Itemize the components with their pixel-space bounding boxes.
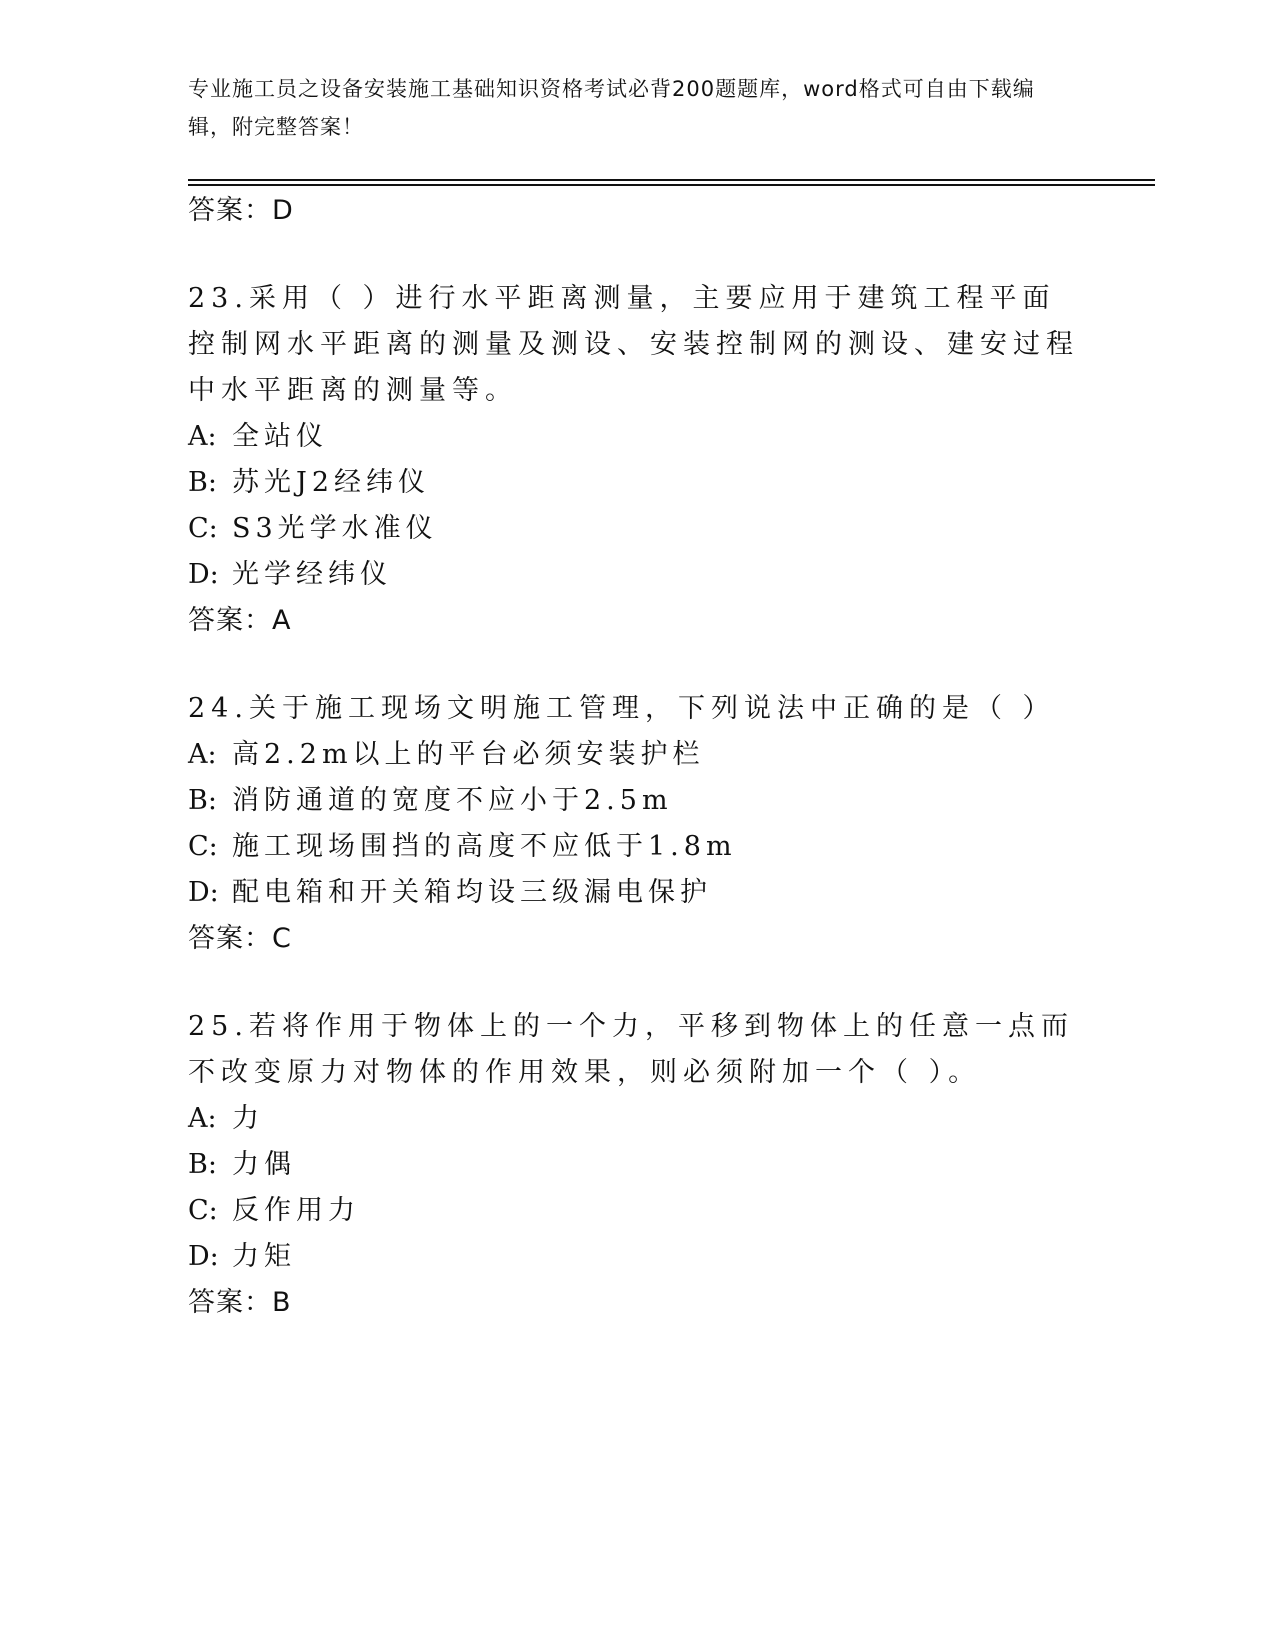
- option-label: C:: [188, 513, 218, 544]
- question-stem: 23.采用（ ）进行水平距离测量，主要应用于建筑工程平面控制网水平距离的测量及测设、安装控制网的测设、建安过程中水平距离的测量等。: [188, 283, 1079, 406]
- option-text: 反作用力: [232, 1195, 360, 1226]
- option-label: C:: [188, 831, 218, 862]
- header-divider-top: [188, 179, 1155, 181]
- option-text: 施工现场围挡的高度不应低于1.8m: [232, 831, 737, 862]
- question-23: [188, 276, 1088, 644]
- answer-line: 答案：C: [188, 923, 292, 954]
- option-text: S3光学水准仪: [232, 513, 438, 544]
- page-header: [188, 70, 1068, 146]
- previous-answer: 答案：D: [188, 195, 294, 226]
- option-label: A:: [188, 739, 217, 770]
- option-label: C:: [188, 1195, 218, 1226]
- option-label: A:: [188, 421, 217, 452]
- question-stem: 24.关于施工现场文明施工管理，下列说法中正确的是（ ）: [188, 693, 1056, 724]
- header-divider-bottom: [188, 184, 1155, 186]
- option-b: [188, 778, 1088, 824]
- option-d: [188, 870, 1088, 916]
- option-a: [188, 414, 1088, 460]
- question-25: [188, 1004, 1088, 1326]
- option-b: [188, 1142, 1088, 1188]
- option-label: D:: [188, 1241, 219, 1272]
- option-text: 力: [232, 1103, 264, 1134]
- option-a: [188, 1096, 1088, 1142]
- option-label: A:: [188, 1103, 217, 1134]
- option-b: [188, 460, 1088, 506]
- option-text: 苏光J2经纬仪: [232, 467, 431, 498]
- option-d: [188, 552, 1088, 598]
- option-text: 力矩: [232, 1241, 296, 1272]
- option-text: 光学经纬仪: [232, 559, 392, 590]
- option-label: B:: [188, 785, 217, 816]
- option-label: D:: [188, 877, 219, 908]
- option-c: [188, 1188, 1088, 1234]
- question-24: [188, 686, 1088, 962]
- option-text: 力偶: [232, 1149, 296, 1180]
- question-stem: 25.若将作用于物体上的一个力，平移到物体上的任意一点而不改变原力对物体的作用效果，则必须附加一个（ ）。: [188, 1011, 1074, 1088]
- answer-line: 答案：A: [188, 605, 292, 636]
- option-label: D:: [188, 559, 219, 590]
- option-text: 消防通道的宽度不应小于2.5m: [232, 785, 673, 816]
- document-body: [188, 188, 1088, 1326]
- option-text: 高2.2m以上的平台必须安装护栏: [232, 739, 705, 770]
- option-text: 配电箱和开关箱均设三级漏电保护: [232, 877, 712, 908]
- option-a: [188, 732, 1088, 778]
- option-label: B:: [188, 1149, 217, 1180]
- option-c: [188, 506, 1088, 552]
- option-text: 全站仪: [232, 421, 328, 452]
- option-d: [188, 1234, 1088, 1280]
- option-c: [188, 824, 1088, 870]
- option-label: B:: [188, 467, 217, 498]
- header-title: 专业施工员之设备安装施工基础知识资格考试必背200题题库，word格式可自由下载编辑，附完整答案！: [188, 77, 1035, 139]
- answer-line: 答案：B: [188, 1287, 292, 1318]
